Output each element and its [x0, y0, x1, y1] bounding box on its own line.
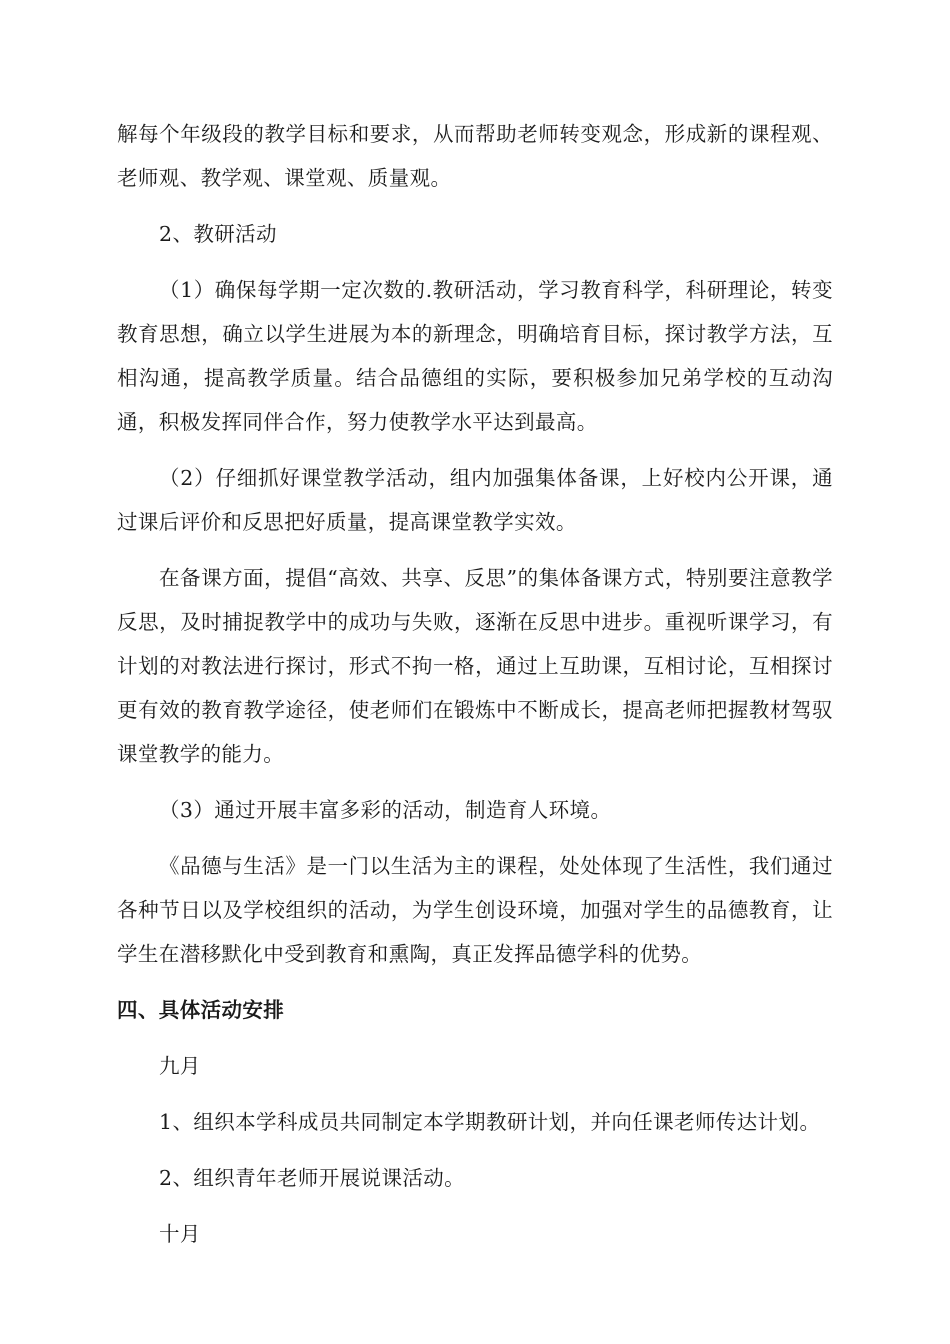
document-page [117, 112, 833, 1256]
subheading-teaching-research: 2、教研活动 [159, 222, 277, 246]
paragraph-item-3: （3）通过开展丰富多彩的活动，制造育人环境。 [159, 798, 612, 822]
schedule-item-2: 2、组织青年老师开展说课活动。 [159, 1166, 466, 1190]
month-october: 十月 [159, 1222, 201, 1246]
paragraph-item-2: （2）仔细抓好课堂教学活动，组内加强集体备课，上好校内公开课，通过课后评价和反思把好质量，提高课堂教学实效。 [117, 466, 833, 534]
paragraph-moral-life: 《品德与生活》是一门以生活为主的课程，处处体现了生活性，我们通过各种节日以及学校组织的活动，为学生创设环境，加强对学生的品德教育，让学生在潜移默化中受到教育和熏陶，真正发挥品德学科的优势。 [117, 854, 833, 966]
paragraph-item-1: （1）确保每学期一定次数的.教研活动，学习教育科学，科研理论，转变教育思想，确立以学生进展为本的新理念，明确培育目标，探讨教学方法，互相沟通，提高教学质量。结合品德组的实际，要积极参加兄弟学校的互动沟通，积极发挥同伴合作，努力使教学水平达到最高。 [117, 278, 833, 434]
schedule-item-1: 1、组织本学科成员共同制定本学期教研计划，并向任课老师传达计划。 [159, 1110, 821, 1134]
month-september: 九月 [159, 1054, 201, 1078]
paragraph-continuation: 解每个年级段的教学目标和要求，从而帮助老师转变观念，形成新的课程观、老师观、教学观、课堂观、质量观。 [117, 122, 833, 190]
section-heading: 四、具体活动安排 [117, 998, 285, 1022]
paragraph-lesson-preparation: 在备课方面，提倡“高效、共享、反思”的集体备课方式，特别要注意教学反思，及时捕捉教学中的成功与失败，逐渐在反思中进步。重视听课学习，有计划的对教法进行探讨，形式不拘一格，通过上互助课，互相讨论，互相探讨更有效的教育教学途径，使老师们在锻炼中不断成长，提高老师把握教材驾驭课堂教学的能力。 [117, 566, 833, 766]
